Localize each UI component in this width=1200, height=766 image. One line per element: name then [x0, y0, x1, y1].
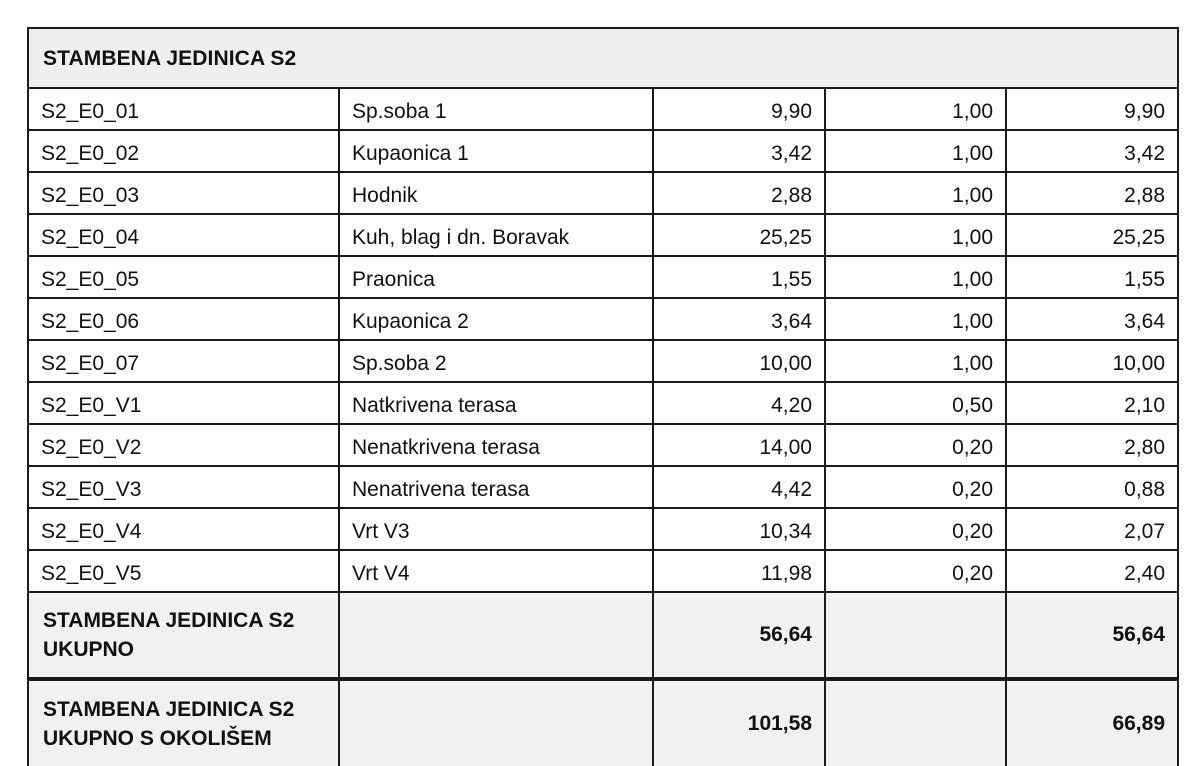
- room-area: 14,00: [653, 424, 825, 466]
- room-name: Nenatrivena terasa: [339, 466, 653, 508]
- room-name: Sp.soba 2: [339, 340, 653, 382]
- room-coefficient: 1,00: [825, 340, 1006, 382]
- room-net-area: 0,88: [1006, 466, 1178, 508]
- table-title: STAMBENA JEDINICA S2: [28, 28, 1178, 88]
- room-name: Vrt V4: [339, 550, 653, 592]
- table-row: [28, 466, 1178, 508]
- room-coefficient: 0,20: [825, 550, 1006, 592]
- room-area: 9,90: [653, 88, 825, 130]
- room-code: S2_E0_03: [28, 172, 339, 214]
- subtotal-net-area: 56,64: [1006, 592, 1178, 679]
- room-area: 25,25: [653, 214, 825, 256]
- room-net-area: 25,25: [1006, 214, 1178, 256]
- table-row: [28, 508, 1178, 550]
- total-label: [28, 679, 339, 766]
- table-row: [28, 550, 1178, 592]
- total-empty-cell: [339, 679, 653, 766]
- room-net-area: 2,80: [1006, 424, 1178, 466]
- room-coefficient: 0,20: [825, 424, 1006, 466]
- room-name: Kupaonica 1: [339, 130, 653, 172]
- total-area: 101,58: [653, 679, 825, 766]
- room-coefficient: 0,20: [825, 508, 1006, 550]
- table-row: [28, 130, 1178, 172]
- room-coefficient: 0,50: [825, 382, 1006, 424]
- room-area: 11,98: [653, 550, 825, 592]
- room-net-area: 2,40: [1006, 550, 1178, 592]
- room-code: S2_E0_V3: [28, 466, 339, 508]
- subtotal-row: [28, 592, 1178, 679]
- room-area: 4,20: [653, 382, 825, 424]
- room-name: Vrt V3: [339, 508, 653, 550]
- room-area: 10,00: [653, 340, 825, 382]
- room-code: S2_E0_04: [28, 214, 339, 256]
- room-code: S2_E0_V1: [28, 382, 339, 424]
- room-name: Kupaonica 2: [339, 298, 653, 340]
- room-name: Kuh, blag i dn. Boravak: [339, 214, 653, 256]
- room-name: Natkrivena terasa: [339, 382, 653, 424]
- total-label-line2: UKUPNO S OKOLIŠEM: [43, 727, 272, 750]
- room-name: Sp.soba 1: [339, 88, 653, 130]
- room-coefficient: 1,00: [825, 298, 1006, 340]
- room-coefficient: 1,00: [825, 172, 1006, 214]
- subtotal-empty-cell: [339, 592, 653, 679]
- room-net-area: 2,88: [1006, 172, 1178, 214]
- room-net-area: 3,42: [1006, 130, 1178, 172]
- table-row: [28, 256, 1178, 298]
- table-row: [28, 340, 1178, 382]
- room-code: S2_E0_05: [28, 256, 339, 298]
- total-net-area: 66,89: [1006, 679, 1178, 766]
- subtotal-empty-cell: [825, 592, 1006, 679]
- subtotal-label: [28, 592, 339, 679]
- room-code: S2_E0_06: [28, 298, 339, 340]
- room-area: 1,55: [653, 256, 825, 298]
- room-area: 10,34: [653, 508, 825, 550]
- room-net-area: 10,00: [1006, 340, 1178, 382]
- room-net-area: 1,55: [1006, 256, 1178, 298]
- table-row: [28, 382, 1178, 424]
- room-coefficient: 1,00: [825, 130, 1006, 172]
- room-net-area: 2,10: [1006, 382, 1178, 424]
- total-label-line1: STAMBENA JEDINICA S2: [43, 697, 295, 721]
- table-row: [28, 424, 1178, 466]
- table-row: [28, 88, 1178, 130]
- room-code: S2_E0_02: [28, 130, 339, 172]
- subtotal-label-line1: STAMBENA JEDINICA S2: [43, 608, 295, 632]
- total-empty-cell: [825, 679, 1006, 766]
- table-row: [28, 298, 1178, 340]
- room-coefficient: 1,00: [825, 256, 1006, 298]
- room-net-area: 9,90: [1006, 88, 1178, 130]
- subtotal-label-line2: UKUPNO: [43, 638, 135, 661]
- room-area: 2,88: [653, 172, 825, 214]
- room-name: Nenatkrivena terasa: [339, 424, 653, 466]
- room-area: 3,64: [653, 298, 825, 340]
- room-net-area: 2,07: [1006, 508, 1178, 550]
- room-code: S2_E0_V4: [28, 508, 339, 550]
- room-area: 4,42: [653, 466, 825, 508]
- total-row: [28, 679, 1178, 766]
- room-name: Hodnik: [339, 172, 653, 214]
- subtotal-area: 56,64: [653, 592, 825, 679]
- room-code: S2_E0_01: [28, 88, 339, 130]
- room-coefficient: 0,20: [825, 466, 1006, 508]
- table-row: [28, 214, 1178, 256]
- room-net-area: 3,64: [1006, 298, 1178, 340]
- room-code: S2_E0_V2: [28, 424, 339, 466]
- room-area: 3,42: [653, 130, 825, 172]
- room-name: Praonica: [339, 256, 653, 298]
- area-table: [27, 27, 1179, 766]
- room-coefficient: 1,00: [825, 88, 1006, 130]
- table-row: [28, 172, 1178, 214]
- room-coefficient: 1,00: [825, 214, 1006, 256]
- room-code: S2_E0_07: [28, 340, 339, 382]
- table-header-row: [28, 28, 1178, 88]
- room-code: S2_E0_V5: [28, 550, 339, 592]
